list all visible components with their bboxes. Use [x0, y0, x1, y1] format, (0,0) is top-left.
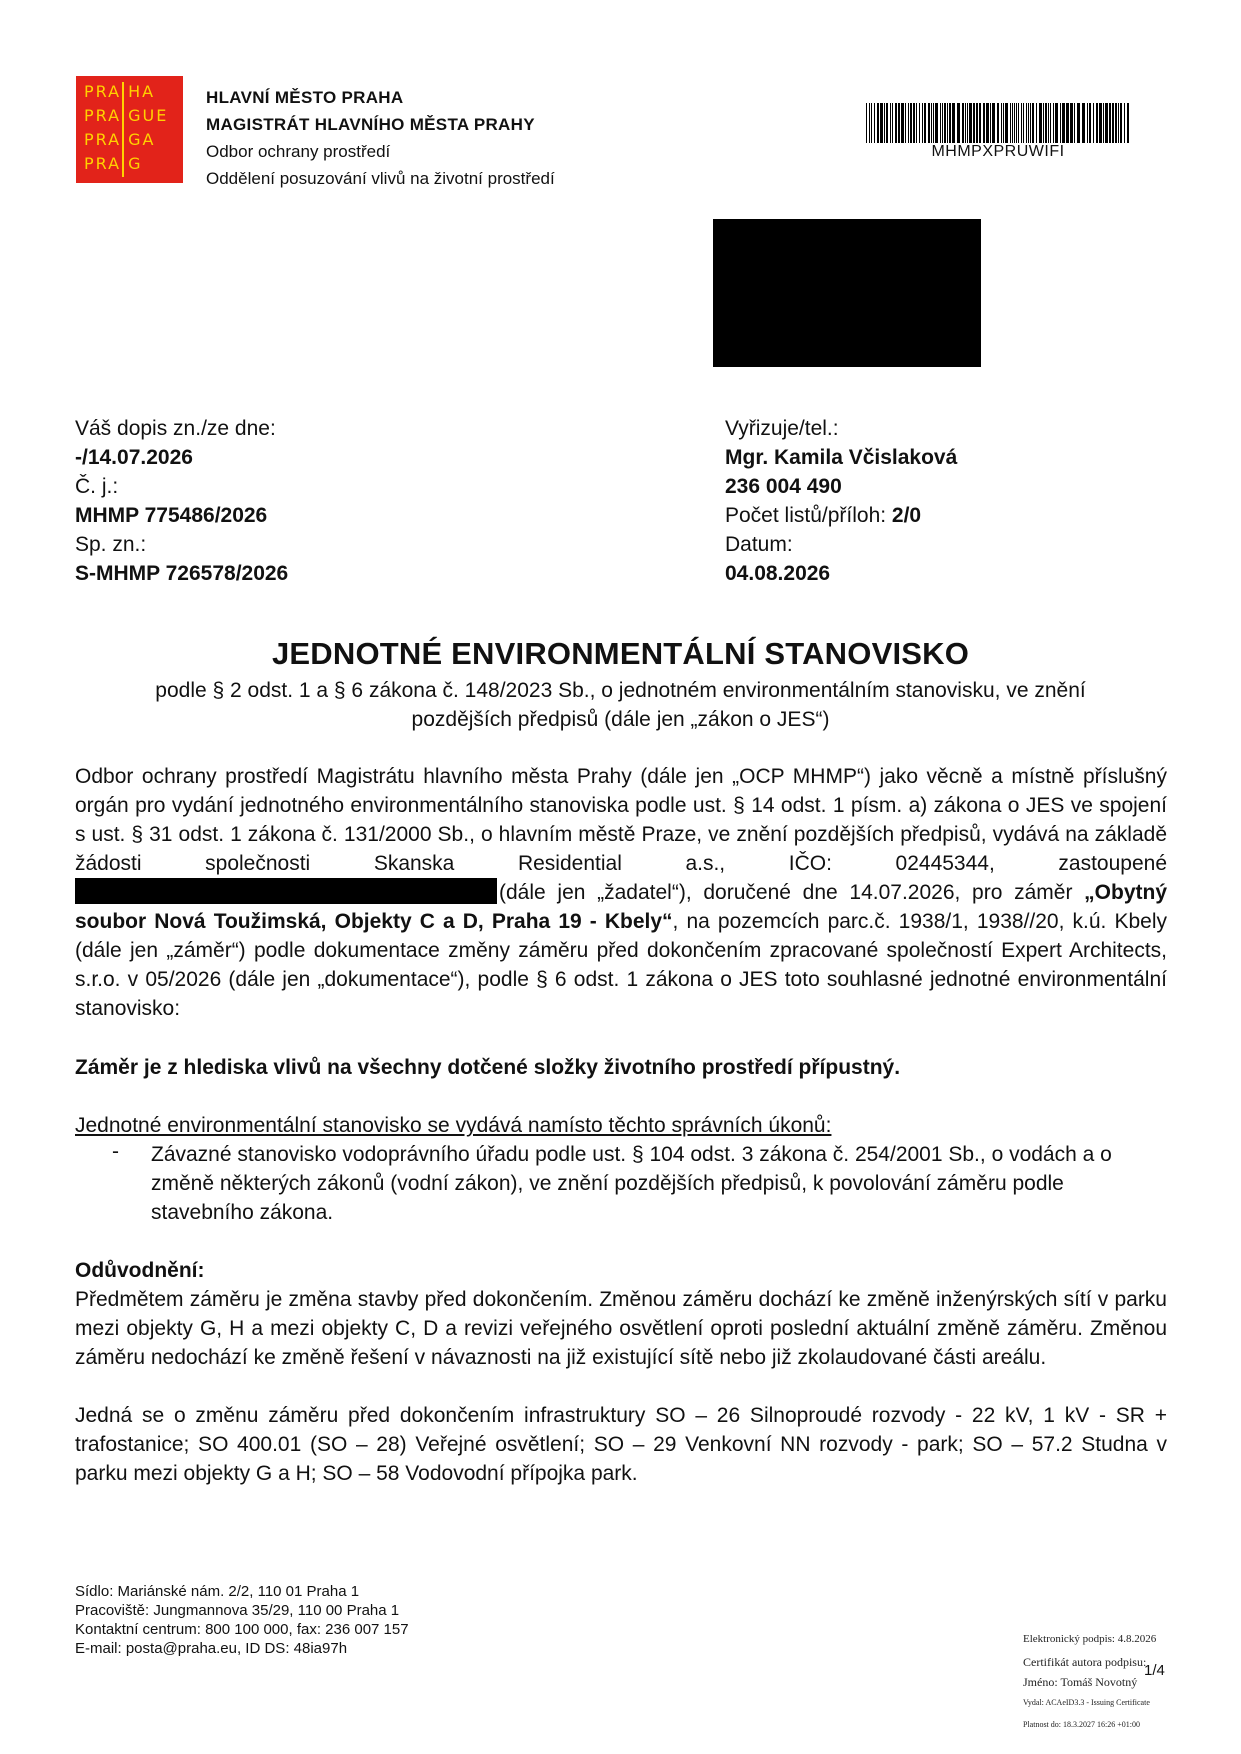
signature-name: Jméno: Tomáš Novotný	[1023, 1675, 1138, 1689]
your-letter-label: Váš dopis zn./ze dne:	[75, 417, 276, 440]
logo-line-2: PRA GUE	[84, 106, 169, 125]
footer-contact-centre: Kontaktní centrum: 800 100 000, fax: 236 007 157	[75, 1621, 409, 1638]
date-label: Datum:	[725, 533, 793, 556]
reasoning-paragraph-1: Předmětem záměru je změna stavby před dokončením. Změnou záměru dochází ke změně inženýrských sítí v parku mezi objekty G, H a mezi objekty C, D a revizi veřejného osvětlení oproti poslední aktuální změně záměru. Změnou záměru nedochází ke změně řešení v návaznosti na již existující sítě nebo již zkolaudované části areálu.	[75, 1288, 1167, 1369]
footer-seat: Sídlo: Mariánské nám. 2/2, 110 01 Praha 1	[75, 1583, 360, 1600]
decision-statement: Záměr je z hlediska vlivů na všechny dotčené složky životního prostředí přípustný.	[75, 1056, 901, 1079]
reasoning-heading: Odůvodnění:	[75, 1259, 205, 1282]
contact-block	[725, 414, 957, 588]
redacted-address	[713, 219, 981, 367]
intro-part-2: (dále jen „žadatel“), doručené dne 14.07.2026, pro záměr	[499, 881, 1085, 904]
redacted-representative	[75, 878, 497, 904]
project-name: „Obytný soubor Nová Toužimská, Objekty C a D, Praha 19 - Kbely“	[75, 881, 1167, 933]
logo-line-4: PRA G	[84, 154, 143, 173]
intro-part-3: , na pozemcích parc.č. 1938/1, 1938//20, k.ú. Kbely (dále jen „záměr“) podle dokumentace změny záměru před dokončením zpracované společností Expert Architects, s.r.o. v 05/2026 (dále jen „dokumentace“), podle § 6 odst. 1 zákona o JES toto souhlasné jednotné environmentální stanovisko:	[75, 910, 1167, 1020]
handler-name: Mgr. Kamila Včislaková	[725, 446, 958, 469]
footer-workplace: Pracoviště: Jungmannova 35/29, 110 00 Praha 1	[75, 1602, 400, 1619]
footer-contacts	[75, 1582, 409, 1658]
subtitle-line-1: podle § 2 odst. 1 a § 6 zákona č. 148/2023 Sb., o jednotném environmentálním stanovisku, ve znění	[155, 679, 1086, 702]
reasoning-paragraph-2: Jedná se o změnu záměru před dokončením infrastruktury SO – 26 Silnoproudé rozvody - 22 kV, 1 kV - SR + trafostanice; SO 400.01 (SO – 28) Veřejné osvětlení; SO – 29 Venkovní NN rozvody - park; SO – 57.2 Studna v parku mezi objekty G a H; SO – 58 Vodovodní přípojka park.	[75, 1404, 1167, 1485]
barcode-icon	[866, 103, 1130, 143]
sheet-count-value: 2/0	[891, 504, 922, 527]
electronic-signature	[1023, 1632, 1156, 1736]
sheet-count	[725, 501, 957, 530]
signature-date: Elektronický podpis: 4.8.2026	[1023, 1633, 1157, 1645]
footer-email: E-mail: posta@praha.eu, ID DS: 48ia97h	[75, 1640, 348, 1657]
case-number-value: MHMP 775486/2026	[75, 504, 268, 527]
bullet-dash: -	[112, 1140, 119, 1163]
file-number-label: Sp. zn.:	[75, 533, 147, 556]
reference-block	[75, 414, 288, 588]
page-number: 1/4	[1144, 1662, 1165, 1679]
replaces-heading: Jednotné environmentální stanovisko se vydává namísto těchto správních úkonů:	[75, 1114, 832, 1137]
barcode-text: MHMPXPRUWIFI	[931, 143, 1065, 160]
subtitle-line-2: pozdějších předpisů (dále jen „zákon o JES“)	[411, 708, 830, 731]
case-number-label: Č. j.:	[75, 475, 119, 498]
intro-part-1: Odbor ochrany prostředí Magistrátu hlavního města Prahy (dále jen „OCP MHMP“) jako věcně a místně příslušný orgán pro vydání jednotného environmentálního stanoviska podle ust. § 14 odst. 1 písm. a) zákona o JES ve spojení s ust. § 31 odst. 1 zákona č. 131/2000 Sb., o hlavním městě Praze, ve znění pozdějších předpisů, vydává na základě žádosti společnosti Skanska Residential a.s., IČO: 02445344, zastoupené	[75, 765, 1167, 875]
document-subtitle	[100, 676, 1141, 734]
intro-paragraph	[75, 762, 1167, 1023]
org-department: Odbor ochrany prostředí	[206, 142, 391, 161]
org-name: HLAVNÍ MĚSTO PRAHA	[206, 88, 404, 107]
date-value: 04.08.2026	[725, 562, 831, 585]
signature-cert-label: Certifikát autora podpisu:	[1023, 1655, 1147, 1669]
logo-line-1: PRA HA	[84, 82, 156, 101]
document-title: JEDNOTNÉ ENVIRONMENTÁLNÍ STANOVISKO	[271, 636, 970, 671]
signature-issuer: Vydal: ACAeID3.3 - Issuing Certificate	[1023, 1698, 1150, 1707]
your-letter-value: -/14.07.2026	[75, 446, 193, 469]
handler-label: Vyřizuje/tel.:	[725, 417, 839, 440]
org-magistrate: MAGISTRÁT HLAVNÍHO MĚSTA PRAHY	[206, 115, 535, 134]
replaces-item: Závazné stanovisko vodoprávního úřadu podle ust. § 104 odst. 3 zákona č. 254/2001 Sb., o vodách a o změně některých zákonů (vodní zákon), ve znění pozdějších předpisů, k povolování záměru podle stavebního zákona.	[151, 1143, 1112, 1224]
sheet-count-label: Počet listů/příloh:	[725, 504, 892, 527]
signature-validity: Platnost do: 18.3.2027 16:26 +01:00	[1023, 1720, 1140, 1729]
prague-logo	[76, 76, 183, 183]
logo-line-3: PRA GA	[84, 130, 156, 149]
org-division: Oddělení posuzování vlivů na životní prostředí	[206, 169, 555, 188]
file-number-value: S-MHMP 726578/2026	[75, 562, 289, 585]
org-header	[206, 84, 555, 192]
handler-phone: 236 004 490	[725, 475, 842, 498]
